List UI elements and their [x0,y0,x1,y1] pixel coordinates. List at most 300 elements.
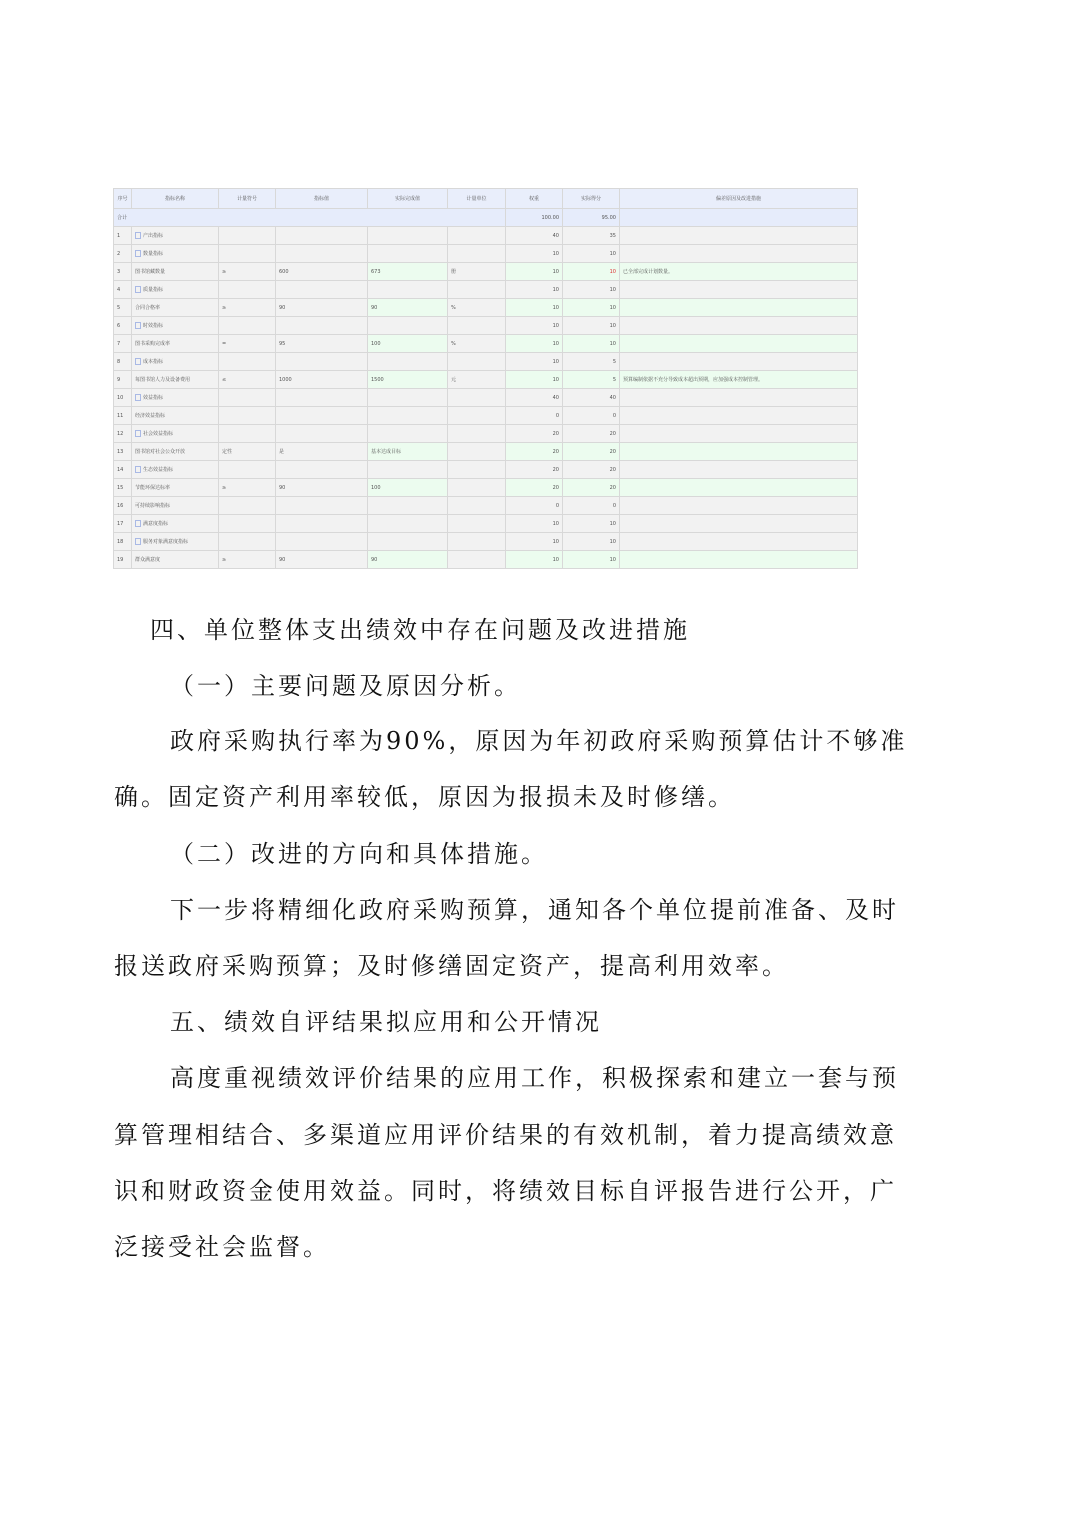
tree-toggle-icon[interactable] [135,250,141,257]
table-row [114,317,858,335]
cell-actual [368,245,448,263]
cell-name [132,533,219,551]
cell-weight-text: 20 [552,448,559,455]
tree-toggle-icon[interactable] [135,538,141,545]
header-name: 指标名称 [132,189,219,209]
cell-note [620,407,858,425]
cell-weight [506,245,563,263]
cell-weight-text: 0 [555,412,559,419]
cell-target-text: 90 [279,304,286,311]
cell-note [620,281,858,299]
cell-score [563,281,620,299]
cell-actual [368,227,448,245]
table-row [114,425,858,443]
table-row [114,281,858,299]
cell-score [563,425,620,443]
cell-symbol [219,371,276,389]
table-row [114,497,858,515]
cell-no-text: 10 [117,394,124,401]
cell-actual [368,497,448,515]
cell-no [114,317,132,335]
cell-unit [448,479,506,497]
cell-no [114,515,132,533]
cell-no-text: 14 [117,466,124,473]
cell-score-text: 20 [609,466,616,473]
cell-unit [448,389,506,407]
cell-no-text: 6 [117,322,121,329]
cell-unit-text: 元 [451,377,457,383]
cell-unit [448,281,506,299]
cell-target [276,245,368,263]
cell-weight-text: 10 [552,538,559,545]
total-row [114,209,858,227]
table-row [114,389,858,407]
cell-unit [448,353,506,371]
cell-no [114,371,132,389]
cell-note [620,497,858,515]
cell-no [114,443,132,461]
cell-symbol [219,317,276,335]
table-row [114,263,858,281]
cell-name [132,353,219,371]
table-row [114,479,858,497]
cell-symbol [219,479,276,497]
cell-name [132,443,219,461]
cell-score-text: 40 [609,394,616,401]
cell-score-text: 5 [612,376,616,383]
cell-actual [368,533,448,551]
cell-target [276,497,368,515]
paragraph-line: 政府采购执行率为90%，原因为年初政府采购预算估计不够准 [170,727,908,755]
cell-note-text: 已全部完成计划数量。 [623,269,674,275]
cell-score-text: 10 [609,538,616,545]
cell-unit-text: 册 [451,269,457,275]
cell-symbol [219,551,276,569]
header-no: 序号 [114,189,132,209]
cell-weight [506,335,563,353]
cell-actual [368,353,448,371]
cell-name-text: 可持续影响指标 [135,503,171,509]
cell-weight [506,353,563,371]
cell-no-text: 8 [117,358,121,365]
cell-name [132,371,219,389]
performance-indicator-table [113,188,858,569]
cell-symbol [219,407,276,425]
cell-actual [368,479,448,497]
cell-no-text: 4 [117,286,121,293]
cell-symbol [219,353,276,371]
header-note: 偏差原因及改进措施 [620,189,858,209]
table-row [114,533,858,551]
cell-weight-text: 20 [552,484,559,491]
total-note [620,209,858,227]
paragraph-line: 识和财政资金使用效益。同时，将绩效目标自评报告进行公开，广 [114,1177,897,1205]
cell-no-text: 5 [117,304,121,311]
cell-score-text: 10 [609,286,616,293]
cell-no [114,335,132,353]
cell-name [132,497,219,515]
cell-score [563,263,620,281]
cell-unit [448,227,506,245]
cell-symbol-text: = [222,340,227,347]
tree-toggle-icon[interactable] [135,394,141,401]
cell-unit [448,245,506,263]
cell-name [132,245,219,263]
cell-note-text: 预算编制依据不充分导致成本超出预期，应加强成本控制管理。 [623,377,764,383]
cell-no-text: 1 [117,232,121,239]
cell-symbol-text: 定性 [222,449,233,455]
table-row [114,353,858,371]
cell-score [563,353,620,371]
table-row [114,407,858,425]
cell-symbol [219,245,276,263]
cell-actual-text: 90 [371,556,378,563]
cell-no [114,263,132,281]
cell-actual [368,317,448,335]
cell-name [132,299,219,317]
cell-name-text: 效益指标 [143,395,164,401]
table-row [114,443,858,461]
cell-no-text: 17 [117,520,124,527]
cell-score [563,317,620,335]
cell-score [563,371,620,389]
cell-target-text: 1000 [279,376,292,383]
cell-score [563,443,620,461]
cell-name [132,317,219,335]
cell-unit [448,263,506,281]
cell-target [276,407,368,425]
cell-score-text: 10 [609,304,616,311]
cell-target-text: 90 [279,484,286,491]
cell-name-text: 群众满意度 [135,557,161,563]
cell-unit [448,407,506,425]
tree-toggle-icon[interactable] [135,520,141,527]
cell-no-text: 15 [117,484,124,491]
tree-toggle-icon[interactable] [135,286,141,293]
total-score: 95.00 [563,209,620,227]
cell-no-text: 12 [117,430,124,437]
header-target: 指标值 [276,189,368,209]
cell-target [276,533,368,551]
cell-score [563,515,620,533]
cell-no [114,461,132,479]
cell-weight-text: 10 [552,358,559,365]
cell-no-text: 3 [117,268,121,275]
cell-weight-text: 10 [552,556,559,563]
cell-weight-text: 10 [552,340,559,347]
cell-name-text: 生态效益指标 [143,467,174,473]
cell-weight [506,227,563,245]
cell-target [276,479,368,497]
cell-symbol [219,227,276,245]
cell-note [620,533,858,551]
cell-name [132,425,219,443]
header-weight: 权重 [506,189,563,209]
cell-score-text: 20 [609,430,616,437]
header-unit: 计量单位 [448,189,506,209]
cell-actual [368,443,448,461]
cell-score-text: 10 [609,556,616,563]
cell-symbol-text: ≥ [222,304,227,311]
cell-weight-text: 20 [552,466,559,473]
cell-score [563,461,620,479]
cell-target-text: 是 [279,449,285,455]
cell-name [132,227,219,245]
cell-unit [448,317,506,335]
cell-name [132,389,219,407]
paragraph-line: 算管理相结合、多渠道应用评价结果的有效机制，着力提高绩效意 [114,1121,897,1149]
cell-no [114,227,132,245]
cell-actual [368,425,448,443]
cell-actual [368,551,448,569]
cell-no [114,245,132,263]
cell-symbol [219,263,276,281]
cell-weight-text: 40 [552,232,559,239]
cell-weight-text: 20 [552,430,559,437]
cell-unit [448,371,506,389]
cell-score [563,227,620,245]
cell-no [114,497,132,515]
cell-unit [448,299,506,317]
cell-note [620,443,858,461]
cell-symbol-text: ≥ [222,556,227,563]
cell-actual [368,407,448,425]
cell-name-text: 服务对象满意度指标 [143,539,189,545]
cell-no-text: 2 [117,250,121,257]
cell-score [563,407,620,425]
cell-name [132,515,219,533]
total-label: 合计 [114,209,506,227]
cell-note [620,335,858,353]
table-row [114,245,858,263]
cell-score-text: 5 [612,358,616,365]
cell-symbol [219,497,276,515]
cell-no-text: 13 [117,448,124,455]
cell-weight-text: 0 [555,502,559,509]
cell-no [114,407,132,425]
cell-actual [368,335,448,353]
cell-symbol [219,533,276,551]
cell-weight [506,533,563,551]
cell-no-text: 18 [117,538,124,545]
cell-no [114,299,132,317]
cell-name-text: 经济效益指标 [135,413,166,419]
cell-no-text: 9 [117,376,121,383]
cell-note [620,479,858,497]
cell-weight-text: 10 [552,268,559,275]
cell-note [620,551,858,569]
cell-actual [368,371,448,389]
cell-score [563,245,620,263]
cell-target [276,389,368,407]
cell-target-text: 90 [279,556,286,563]
cell-unit [448,335,506,353]
cell-unit [448,551,506,569]
cell-name-text: 图书馆藏数量 [135,269,166,275]
cell-score-text: 10 [609,250,616,257]
cell-score [563,497,620,515]
cell-target [276,425,368,443]
cell-name-text: 满意度指标 [143,521,169,527]
cell-no [114,425,132,443]
cell-score-text: 0 [612,412,616,419]
cell-no-text: 7 [117,340,121,347]
cell-symbol [219,389,276,407]
header-actual: 实际完成值 [368,189,448,209]
cell-target [276,551,368,569]
paragraph-line: 泛接受社会监督。 [114,1233,330,1261]
cell-name [132,407,219,425]
cell-note [620,317,858,335]
cell-weight-text: 10 [552,376,559,383]
cell-unit [448,515,506,533]
cell-actual [368,299,448,317]
header-score: 实际得分 [563,189,620,209]
cell-weight [506,263,563,281]
cell-weight [506,317,563,335]
cell-actual-text: 673 [371,268,381,275]
cell-weight [506,497,563,515]
cell-actual-text: 1500 [371,376,384,383]
table-row [114,551,858,569]
cell-score-text: 10 [609,520,616,527]
cell-target [276,461,368,479]
cell-score-text: 35 [609,232,616,239]
paragraph-line: 高度重视绩效评价结果的应用工作，积极探索和建立一套与预 [170,1064,899,1092]
cell-weight-text: 10 [552,250,559,257]
cell-unit [448,443,506,461]
cell-weight-text: 40 [552,394,559,401]
cell-actual [368,515,448,533]
cell-name-text: 每图书馆人力及设备费用 [135,377,191,383]
cell-name-text: 数量指标 [143,251,164,257]
cell-target [276,227,368,245]
cell-name-text: 图书采购完成率 [135,341,171,347]
cell-actual [368,281,448,299]
cell-name-text: 图书馆对社会公众开放 [135,449,186,455]
cell-symbol [219,335,276,353]
performance-indicator-table-container [113,188,857,569]
cell-weight [506,551,563,569]
paragraph-line: 报送政府采购预算；及时修缮固定资产，提高利用效率。 [114,952,789,980]
cell-score-text: 0 [612,502,616,509]
cell-note [620,353,858,371]
cell-score [563,551,620,569]
cell-weight [506,443,563,461]
cell-symbol [219,425,276,443]
cell-actual-text: 100 [371,484,381,491]
cell-score [563,389,620,407]
table-row [114,515,858,533]
cell-name [132,263,219,281]
cell-symbol [219,443,276,461]
cell-name-text: 合同合格率 [135,305,161,311]
cell-unit-text: % [451,340,456,347]
cell-name-text: 时效指标 [143,323,164,329]
cell-no [114,353,132,371]
cell-name [132,479,219,497]
subsection-heading-1: （一）主要问题及原因分析。 [170,672,521,700]
total-weight: 100.00 [506,209,563,227]
cell-no [114,389,132,407]
cell-target [276,371,368,389]
cell-target-text: 95 [279,340,286,347]
cell-target [276,353,368,371]
cell-note [620,263,858,281]
cell-no-text: 11 [117,412,124,419]
cell-unit [448,497,506,515]
tree-toggle-icon[interactable] [135,466,141,473]
tree-toggle-icon[interactable] [135,430,141,437]
cell-weight [506,389,563,407]
cell-weight [506,281,563,299]
cell-score [563,533,620,551]
cell-name-text: 节能环保达标率 [135,485,171,491]
table-row [114,461,858,479]
cell-target [276,317,368,335]
table-header-row [114,189,858,209]
tree-toggle-icon[interactable] [135,232,141,239]
cell-name-text: 社会效益指标 [143,431,174,437]
cell-note [620,461,858,479]
cell-weight [506,479,563,497]
cell-target [276,335,368,353]
cell-unit [448,533,506,551]
cell-target [276,299,368,317]
cell-note [620,245,858,263]
cell-weight-text: 10 [552,322,559,329]
cell-name [132,335,219,353]
tree-toggle-icon[interactable] [135,358,141,365]
paragraph-line: 下一步将精细化政府采购预算，通知各个单位提前准备、及时 [170,896,899,924]
cell-symbol-text: ≥ [222,484,227,491]
cell-symbol [219,281,276,299]
cell-score-text: 20 [609,448,616,455]
cell-target [276,263,368,281]
cell-unit [448,461,506,479]
cell-symbol-text: ≥ [222,268,227,275]
cell-actual [368,263,448,281]
cell-note [620,425,858,443]
cell-symbol-text: ≤ [222,376,227,383]
tree-toggle-icon[interactable] [135,322,141,329]
section-heading-5: 五、绩效自评结果拟应用和公开情况 [170,1008,602,1036]
cell-name-text: 成本指标 [143,359,164,365]
cell-no [114,551,132,569]
cell-symbol [219,461,276,479]
cell-name-text: 产出指标 [143,233,164,239]
cell-weight-text: 10 [552,286,559,293]
cell-note [620,227,858,245]
cell-score-text: 10 [609,268,616,275]
cell-weight [506,425,563,443]
cell-unit-text: % [451,304,456,311]
cell-score-text: 10 [609,322,616,329]
table-row [114,371,858,389]
cell-weight [506,515,563,533]
cell-note [620,299,858,317]
cell-note [620,515,858,533]
cell-actual [368,461,448,479]
table-row [114,299,858,317]
header-symbol: 计量符号 [219,189,276,209]
cell-score [563,479,620,497]
cell-name [132,551,219,569]
cell-target [276,515,368,533]
table-row [114,335,858,353]
cell-symbol [219,515,276,533]
cell-actual-text: 100 [371,340,381,347]
